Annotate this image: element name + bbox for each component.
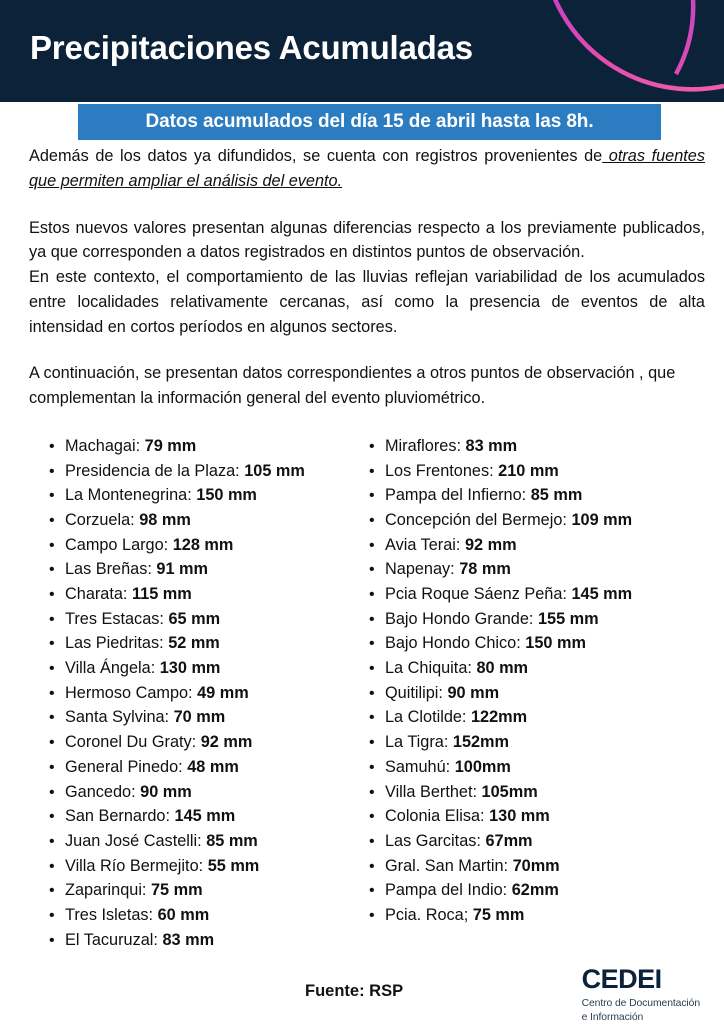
cedei-logo-subtitle-line1: Centro de Documentación	[581, 998, 700, 1009]
measurement-location: Pampa del Indio:	[385, 881, 508, 900]
measurement-row	[49, 659, 369, 684]
bullet-icon: •	[49, 536, 55, 554]
bullet-icon: •	[369, 660, 375, 678]
bullet-icon: •	[369, 586, 375, 604]
measurement-location: Zaparinqui:	[65, 881, 147, 900]
measurement-row	[49, 906, 369, 931]
measurement-location: Las Garcitas:	[385, 831, 481, 850]
measurement-location: Hermoso Campo:	[65, 683, 193, 702]
measurement-location: La Chiquita:	[385, 659, 472, 678]
measurement-location: Charata:	[65, 585, 128, 604]
bullet-icon: •	[369, 610, 375, 628]
measurement-location: La Tigra:	[385, 733, 449, 752]
measurement-row	[369, 708, 704, 733]
measurement-row	[369, 807, 704, 832]
spacer	[29, 339, 705, 361]
measurement-value: 145 mm	[174, 807, 236, 826]
cedei-logo-wordmark: CEDEI	[581, 964, 662, 994]
bullet-icon: •	[369, 734, 375, 752]
measurement-location: Las Breñas:	[65, 560, 152, 579]
paragraph-intro-emphasis: otras fuentes que permiten ampliar el análisis del evento.	[29, 147, 706, 190]
bullet-icon: •	[49, 610, 55, 628]
measurement-value: 80 mm	[476, 659, 529, 678]
bullet-icon: •	[49, 487, 55, 505]
measurement-value: 91 mm	[156, 560, 209, 579]
measurement-row	[49, 486, 369, 511]
measurement-row	[49, 758, 369, 783]
paragraph-context: En este contexto, el comportamiento de las lluvias reflejan variabilidad de los acumulados entre localidades relativamente cercanas, así como la presencia de eventos de alta intensidad en cortos períodos en algunos sectores.	[29, 268, 705, 336]
bullet-icon: •	[369, 857, 375, 875]
measurement-value: 85 mm	[530, 486, 583, 505]
measurement-location: Bajo Hondo Grande:	[385, 609, 534, 628]
measurement-value: 83 mm	[465, 436, 518, 455]
measurement-location: La Clotilde:	[385, 708, 467, 727]
measurement-location: Campo Largo:	[65, 535, 169, 554]
bullet-icon: •	[369, 511, 375, 529]
bullet-icon: •	[49, 832, 55, 850]
measurement-row	[369, 560, 704, 585]
measurement-row	[49, 462, 369, 487]
measurement-value: 65 mm	[168, 609, 221, 628]
bullet-icon: •	[369, 709, 375, 727]
measurement-row	[49, 931, 369, 956]
measurement-row	[49, 437, 369, 462]
measurement-value: 67mm	[485, 831, 533, 850]
measurement-location: Coronel Du Graty:	[65, 733, 197, 752]
measurement-value: 79 mm	[144, 436, 197, 455]
measurement-location: Concepción del Bermejo:	[385, 510, 567, 529]
measurement-row	[369, 733, 704, 758]
measurement-location: Villa Río Bermejito:	[65, 856, 204, 875]
measurement-value: 155 mm	[537, 609, 599, 628]
measurement-row	[369, 462, 704, 487]
measurement-value: 78 mm	[459, 560, 511, 579]
measurement-location: Tres Isletas:	[65, 905, 154, 924]
measurement-value: 48 mm	[187, 757, 239, 776]
measurement-list-left	[49, 437, 369, 955]
measurement-value: 109 mm	[571, 510, 633, 529]
measurement-location: Santa Sylvina:	[65, 708, 170, 727]
bullet-icon: •	[49, 684, 55, 702]
measurement-location: General Pinedo:	[65, 757, 183, 776]
measurement-row	[369, 881, 704, 906]
measurement-value: 83 mm	[162, 930, 215, 949]
measurement-value: 90 mm	[140, 782, 192, 801]
measurement-row	[49, 610, 369, 635]
measurement-location: Pampa del Infierno:	[385, 486, 527, 505]
measurement-row	[369, 758, 704, 783]
measurement-value: 92 mm	[464, 535, 517, 554]
bullet-icon: •	[369, 808, 375, 826]
measurement-row	[49, 832, 369, 857]
measurement-value: 75 mm	[472, 905, 525, 924]
measurement-location: Pcia Roque Sáenz Peña:	[385, 585, 567, 604]
measurements-section	[0, 437, 724, 955]
bullet-icon: •	[49, 660, 55, 678]
measurement-value: 105mm	[481, 782, 538, 801]
bullet-icon: •	[369, 561, 375, 579]
measurement-row	[369, 684, 704, 709]
measurement-row	[369, 659, 704, 684]
measurement-value: 105 mm	[244, 461, 305, 480]
measurement-value: 130 mm	[159, 659, 221, 678]
measurement-location: Pcia. Roca;	[385, 905, 469, 924]
measurement-row	[49, 684, 369, 709]
measurement-value: 49 mm	[197, 683, 249, 702]
bullet-icon: •	[369, 536, 375, 554]
bullet-icon: •	[369, 832, 375, 850]
cedei-logo-subtitle	[582, 997, 700, 1024]
measurement-location: Tres Estacas:	[65, 609, 164, 628]
paragraph-differences: Estos nuevos valores presentan algunas diferencias respecto a los previamente publicados, ya que corresponden a datos registrados en distintos puntos de observación.	[29, 218, 705, 262]
cedei-logo	[582, 966, 700, 1024]
cedei-logo-subtitle-line2: e Información	[581, 1011, 644, 1023]
measurement-location: Gancedo:	[65, 782, 136, 801]
measurement-value: 122mm	[471, 708, 528, 727]
bullet-icon: •	[49, 511, 55, 529]
measurement-value: 98 mm	[139, 510, 191, 529]
measurement-row	[49, 807, 369, 832]
page-footer	[0, 960, 724, 1024]
measurement-value: 60 mm	[157, 905, 210, 924]
measurement-value: 115 mm	[131, 585, 192, 604]
bullet-icon: •	[49, 758, 55, 776]
measurement-value: 75 mm	[151, 881, 203, 900]
bullet-icon: •	[49, 561, 55, 579]
measurement-row	[49, 511, 369, 536]
measurement-row	[369, 511, 704, 536]
subtitle-banner-text: Datos acumulados del día 15 de abril hasta las 8h.	[145, 111, 594, 132]
page-title: Precipitaciones Acumuladas	[30, 29, 473, 66]
measurement-value: 145 mm	[571, 585, 633, 604]
measurement-row	[49, 857, 369, 882]
bullet-icon: •	[49, 635, 55, 653]
banner-region	[0, 102, 724, 144]
bullet-icon: •	[369, 758, 375, 776]
spacer	[29, 194, 705, 216]
paragraph-intro	[29, 144, 705, 194]
measurement-row	[49, 560, 369, 585]
measurement-location: Villa Ángela:	[65, 659, 156, 678]
measurement-row	[49, 783, 369, 808]
bullet-icon: •	[369, 783, 375, 801]
measurement-value: 55 mm	[207, 856, 260, 875]
measurement-location: Avia Terai:	[385, 535, 461, 554]
measurement-location: Machagai:	[65, 436, 141, 455]
measurement-row	[369, 857, 704, 882]
measurement-row	[49, 634, 369, 659]
measurement-location: Las Piedritas:	[65, 634, 164, 653]
measurement-location: Villa Berthet:	[385, 782, 478, 801]
measurement-location: Quitilipi:	[385, 683, 443, 702]
measurement-value: 210 mm	[498, 461, 559, 480]
measurement-row	[369, 783, 704, 808]
measurement-value: 52 mm	[168, 634, 220, 653]
measurement-value: 130 mm	[489, 807, 550, 826]
measurement-row	[369, 634, 704, 659]
measurement-location: Miraflores:	[385, 436, 461, 455]
bullet-icon: •	[49, 437, 55, 455]
measurement-value: 150 mm	[196, 486, 257, 505]
measurement-location: San Bernardo:	[65, 807, 170, 826]
bullet-icon: •	[49, 462, 55, 480]
measurement-location: El Tacuruzal:	[65, 930, 158, 949]
measurement-value: 100mm	[454, 757, 511, 776]
measurement-location: Samuhú:	[385, 757, 451, 776]
measurement-row	[369, 610, 704, 635]
measurement-value: 128 mm	[172, 535, 234, 554]
measurement-row	[49, 585, 369, 610]
measurement-row	[369, 536, 704, 561]
bullet-icon: •	[49, 906, 55, 924]
bullet-icon: •	[369, 635, 375, 653]
page-header	[0, 0, 724, 102]
measurement-location: Napenay:	[385, 560, 455, 579]
bullet-icon: •	[49, 783, 55, 801]
measurement-row	[369, 585, 704, 610]
bullet-icon: •	[49, 709, 55, 727]
measurement-location: Juan José Castelli:	[65, 831, 202, 850]
measurement-value: 70 mm	[173, 708, 226, 727]
measurement-list-right	[369, 437, 704, 955]
measurement-location: Bajo Hondo Chico:	[385, 634, 521, 653]
measurement-row	[369, 906, 704, 931]
measurement-row	[49, 708, 369, 733]
bullet-icon: •	[369, 462, 375, 480]
bullet-icon: •	[369, 684, 375, 702]
bullet-icon: •	[369, 437, 375, 455]
measurement-value: 150 mm	[525, 634, 586, 653]
bullet-icon: •	[49, 734, 55, 752]
measurement-location: Colonia Elisa:	[385, 807, 485, 826]
measurement-value: 152mm	[452, 733, 510, 752]
bullet-icon: •	[49, 931, 55, 949]
bullet-icon: •	[49, 882, 55, 900]
measurement-location: La Montenegrina:	[65, 486, 192, 505]
measurement-row	[369, 832, 704, 857]
measurement-row	[369, 486, 704, 511]
measurement-location: Corzuela:	[65, 510, 135, 529]
bullet-icon: •	[49, 586, 55, 604]
source-credit: Fuente: RSP	[305, 982, 404, 1000]
measurement-row	[369, 437, 704, 462]
measurement-location: Presidencia de la Plaza:	[65, 461, 240, 480]
measurement-value: 62mm	[511, 881, 559, 900]
bullet-icon: •	[49, 857, 55, 875]
measurement-value: 70mm	[512, 856, 560, 875]
bullet-icon: •	[369, 487, 375, 505]
measurement-row	[49, 536, 369, 561]
measurement-value: 92 mm	[200, 733, 253, 752]
bullet-icon: •	[369, 882, 375, 900]
paragraph-lead-in: A continuación, se presentan datos correspondientes a otros puntos de observación , que complementan la información general del evento pluviométrico.	[29, 364, 676, 408]
measurement-value: 85 mm	[206, 831, 258, 850]
measurement-location: Gral. San Martin:	[385, 856, 509, 875]
bullet-icon: •	[369, 906, 375, 924]
paragraph-intro-normal: Además de los datos ya difundidos, se cuenta con registros provenientes de	[29, 147, 603, 165]
subtitle-banner	[78, 104, 661, 140]
bullet-icon: •	[49, 808, 55, 826]
measurement-value: 90 mm	[447, 683, 500, 702]
measurement-row	[49, 881, 369, 906]
body-content	[0, 144, 724, 411]
measurement-location: Los Frentones:	[385, 461, 494, 480]
measurement-row	[49, 733, 369, 758]
